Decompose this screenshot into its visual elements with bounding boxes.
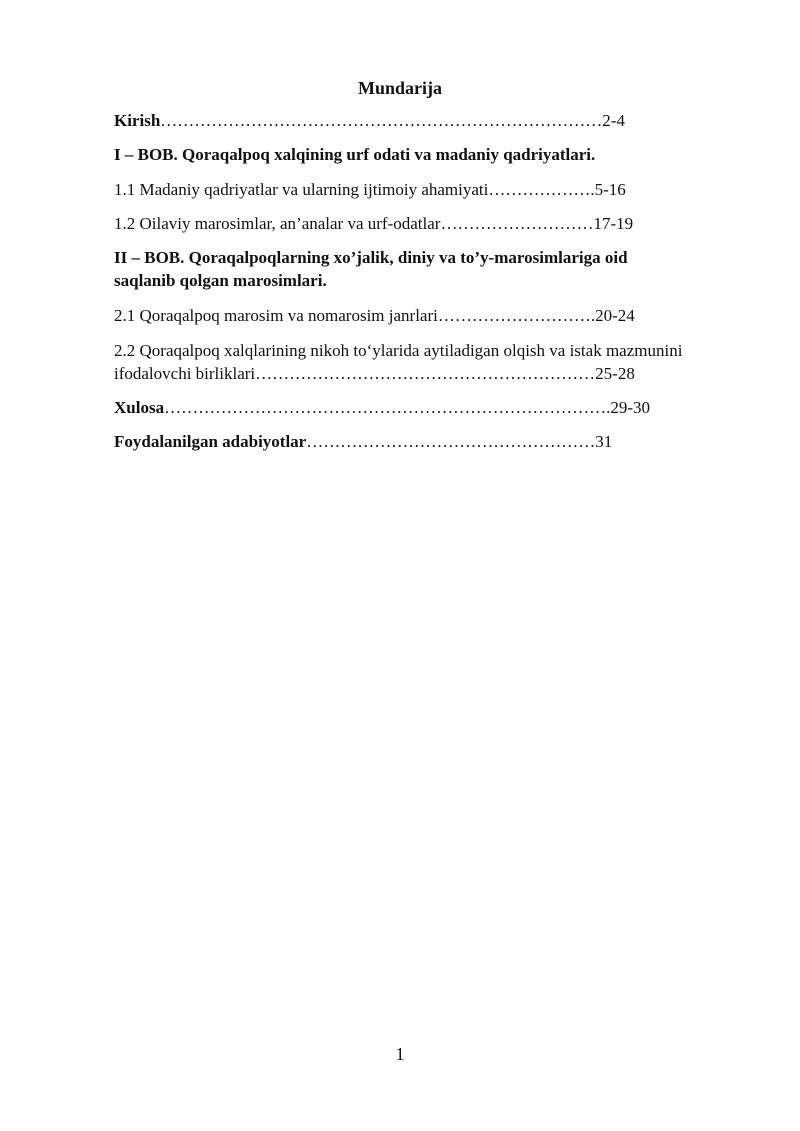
toc-page-range: 20-24 bbox=[595, 306, 635, 325]
toc-entry-label: Foydalanilgan adabiyotlar bbox=[114, 432, 307, 451]
toc-leader-dots: ………………………. bbox=[437, 306, 596, 325]
toc-entry-label: 1.2 Oilaviy marosimlar, an’analar va urf-odatlar bbox=[114, 214, 441, 233]
toc-page-range: 31 bbox=[595, 432, 613, 451]
toc-leader-dots: …………………………………………………………………… bbox=[160, 111, 603, 130]
toc-page-range: 25-28 bbox=[595, 364, 635, 383]
toc-leader-dots: …………………………………………………… bbox=[255, 364, 596, 383]
toc-entry-adabiyotlar bbox=[114, 431, 612, 453]
toc-entry-2-2-line2 bbox=[114, 363, 635, 385]
toc-entry-xulosa bbox=[114, 397, 650, 419]
toc-entry-label: 2.1 Qoraqalpoq marosim va nomarosim janrlari bbox=[114, 306, 438, 325]
toc-entry-1-2 bbox=[114, 213, 633, 235]
toc-page-range: 17-19 bbox=[593, 214, 634, 233]
toc-page-range: 29-30 bbox=[610, 398, 650, 417]
toc-entry-label: Kirish bbox=[114, 111, 161, 130]
toc-page-range: 2-4 bbox=[602, 111, 625, 130]
toc-page-range: 5-16 bbox=[594, 180, 626, 199]
page-title: Mundarija bbox=[357, 78, 442, 98]
toc-leader-dots: ………………. bbox=[488, 180, 595, 199]
toc-chapter-2-heading-line1: II – BOB. Qoraqalpoqlarning xo’jalik, diniy va to’y-marosimlariga oid bbox=[114, 248, 628, 267]
toc-entry-2-1 bbox=[114, 305, 635, 327]
page-number: 1 bbox=[395, 1044, 405, 1064]
toc-leader-dots: ……………………… bbox=[440, 214, 594, 233]
toc-entry-1-1 bbox=[114, 179, 626, 201]
toc-leader-dots: …………………………………………… bbox=[306, 432, 596, 451]
toc-entry-label: ifodalovchi birliklari bbox=[114, 364, 256, 383]
toc-chapter-2-heading-line2: saqlanib qolgan marosimlari. bbox=[114, 271, 327, 290]
toc-entry-kirish bbox=[114, 110, 625, 132]
toc-chapter-1-heading: I – BOB. Qoraqalpoq xalqining urf odati va madaniy qadriyatlari. bbox=[114, 145, 596, 164]
toc-entry-label: 1.1 Madaniy qadriyatlar va ularning ijtimoiy ahamiyati bbox=[114, 180, 489, 199]
toc-entry-2-2-line1: 2.2 Qoraqalpoq xalqlarining nikoh to‘ylarida aytiladigan olqish va istak mazmunini bbox=[114, 341, 683, 360]
toc-entry-label: Xulosa bbox=[114, 398, 165, 417]
toc-leader-dots: ……………………………………………………………………. bbox=[164, 398, 611, 417]
